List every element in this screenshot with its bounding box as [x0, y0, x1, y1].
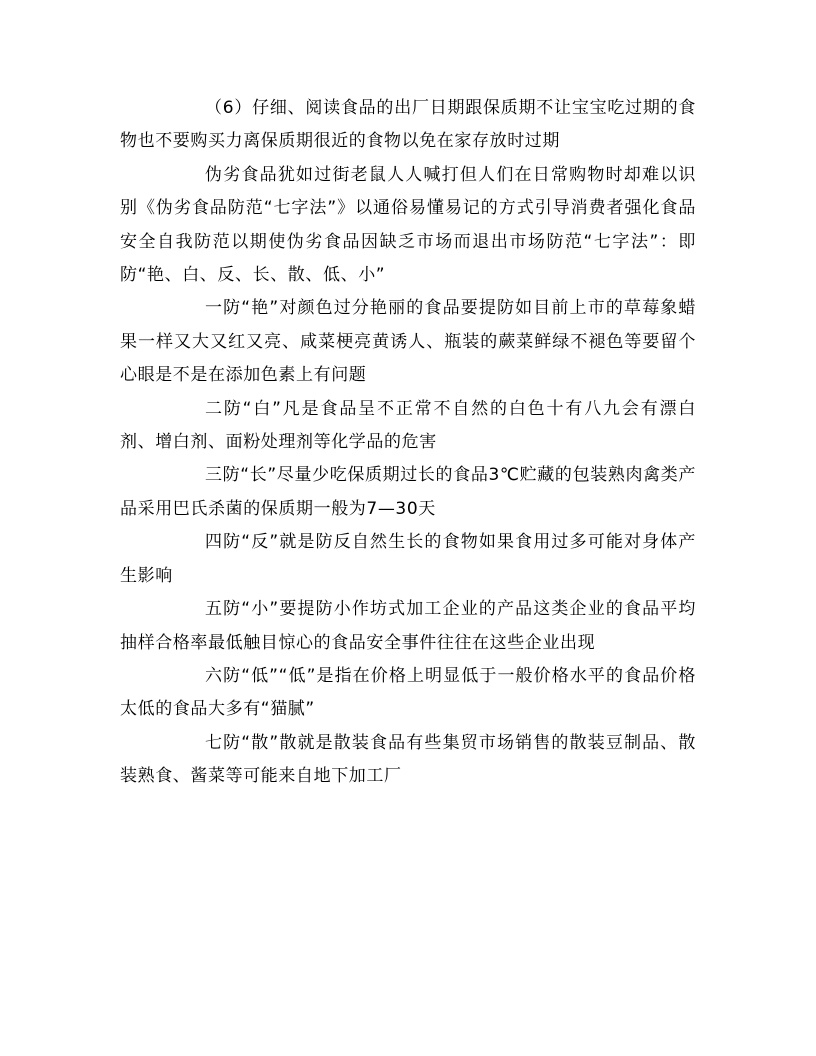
paragraph-guard-unnatural: 四防“反”就是防反自然生长的食物如果食用过多可能对身体产生影响	[120, 532, 696, 586]
paragraph-guard-white: 二防“白”凡是食品呈不正常不自然的白色十有八九会有漂白剂、增白剂、面粉处理剂等化学品的危害	[120, 398, 696, 453]
paragraph-guard-bulk: 七防“散”散就是散装食品有些集贸市场销售的散装豆制品、散装熟食、酱菜等可能来自地下加工厂	[120, 732, 696, 787]
paragraph-guard-bright-color: 一防“艳”对颜色过分艳丽的食品要提防如目前上市的草莓象蜡果一样又大又红又亮、咸菜梗亮黄诱人、瓶装的蕨菜鲜绿不褪色等要留个心眼是不是在添加色素上有问题	[120, 298, 696, 386]
paragraph-seven-word-method-intro: 伪劣食品犹如过街老鼠人人喊打但人们在日常购物时却难以识别《伪劣食品防范“七字法”》以通俗易懂易记的方式引导消费者强化食品安全自我防范以期使伪劣食品因缺乏市场而退出市场防范“七字法”：即防“艳、白、反、长、散、低、小”	[120, 164, 696, 286]
paragraph-guard-small-workshop: 五防“小”要提防小作坊式加工企业的产品这类企业的食品平均抽样合格率最低触目惊心的食品安全事件往往在这些企业出现	[120, 599, 696, 653]
paragraph-guard-low-price: 六防“低”“低”是指在价格上明显低于一般价格水平的食品价格太低的食品大多有“猫腻”	[120, 665, 696, 720]
paragraph-guard-long-shelf-life: 三防“长”尽量少吃保质期过长的食品3℃贮藏的包装熟肉禽类产品采用巴氏杀菌的保质期一般为7—30天	[120, 465, 696, 519]
document-body	[120, 92, 696, 794]
paragraph-expiry-date-advice: （6）仔细、阅读食品的出厂日期跟保质期不让宝宝吃过期的食物也不要购买力离保质期很近的食物以免在家存放时过期	[120, 98, 696, 152]
